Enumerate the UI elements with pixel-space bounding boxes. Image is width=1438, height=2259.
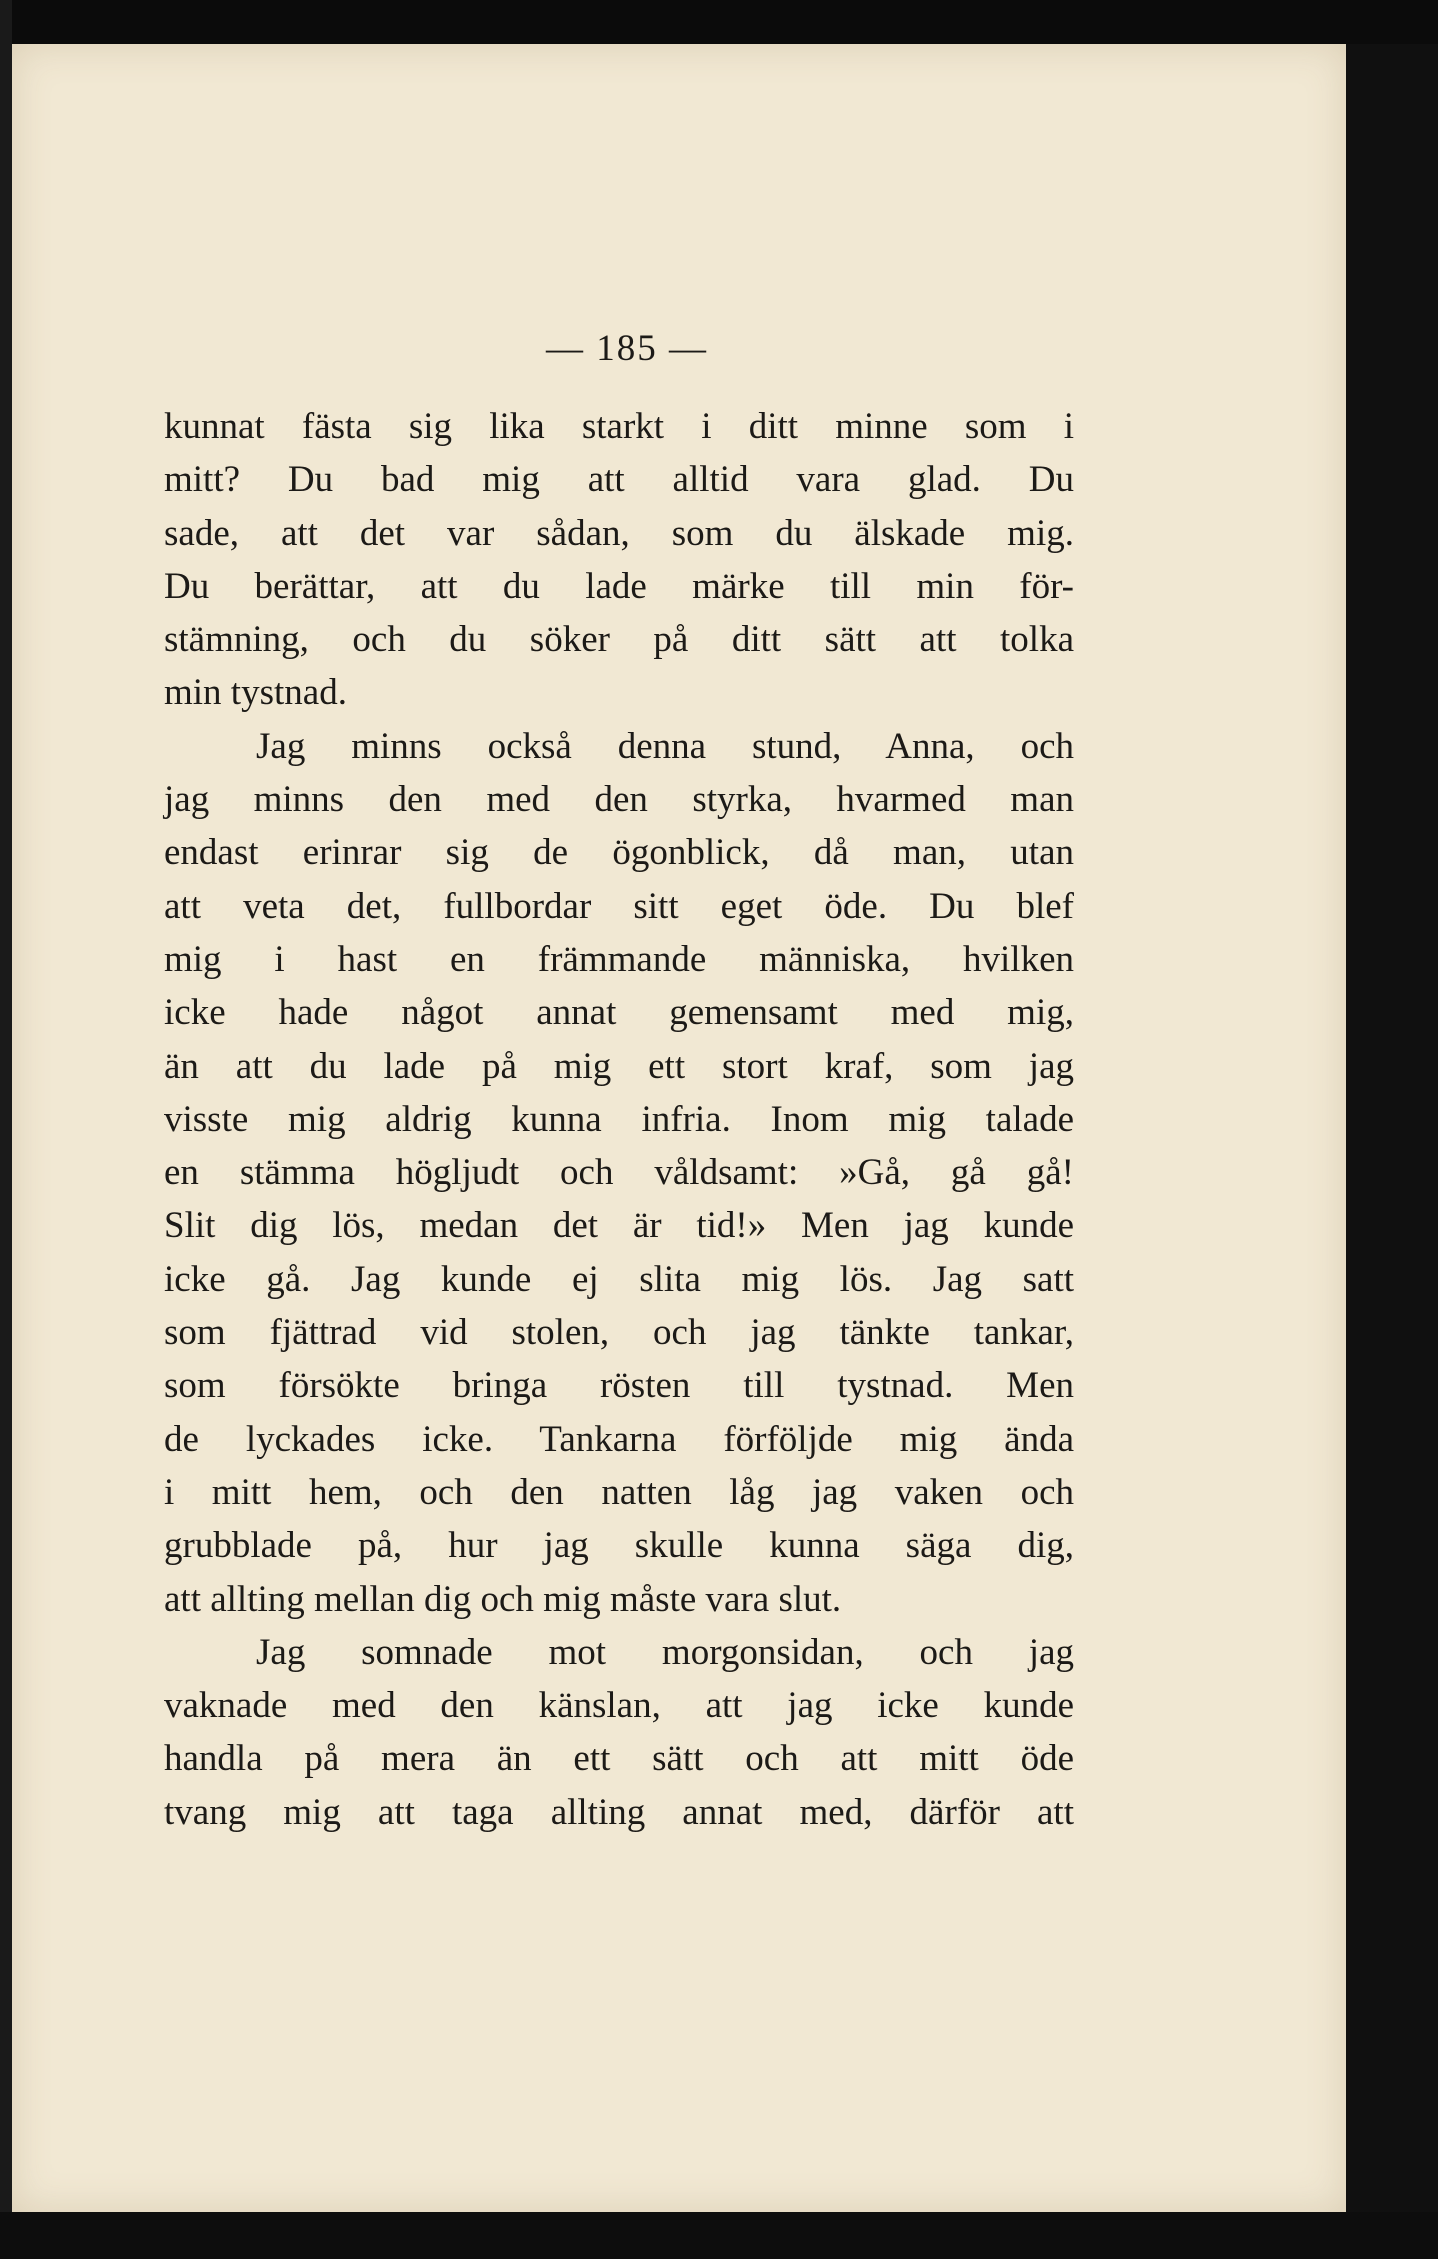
text-line: mig i hast en främmande människa, hvilken xyxy=(164,938,1074,980)
text-line: vaknade med den känslan, att jag icke kunde xyxy=(164,1685,1074,1727)
paragraph-start-line: Jag minns också denna stund, Anna, och xyxy=(256,725,1074,767)
text-line: handla på mera än ett sätt och att mitt öde xyxy=(164,1738,1074,1780)
paragraph-start-line: Jag somnade mot morgonsidan, och jag xyxy=(256,1631,1074,1673)
text-line: sade, att det var sådan, som du älskade mig. xyxy=(164,512,1074,554)
text-line: Du berättar, att du lade märke till min för- xyxy=(164,565,1074,607)
text-line: att veta det, fullbordar sitt eget öde. Du blef xyxy=(164,885,1074,927)
text-line: jag minns den med den styrka, hvarmed man xyxy=(164,779,1074,821)
scan-top-border xyxy=(0,0,1438,46)
text-line: grubblade på, hur jag skulle kunna säga dig, xyxy=(164,1525,1074,1567)
text-line: i mitt hem, och den natten låg jag vaken och xyxy=(164,1471,1074,1513)
text-line: att allting mellan dig och mig måste vara slut. xyxy=(164,1578,842,1620)
text-line: tvang mig att taga allting annat med, därför att xyxy=(164,1791,1074,1833)
text-line: som fjättrad vid stolen, och jag tänkte tankar, xyxy=(164,1312,1074,1354)
text-line: icke hade något annat gemensamt med mig, xyxy=(164,992,1074,1034)
text-line: min tystnad. xyxy=(164,672,347,714)
text-line: Slit dig lös, medan det är tid!» Men jag kunde xyxy=(164,1205,1074,1247)
scan-bottom-border xyxy=(0,2212,1438,2259)
text-line: visste mig aldrig kunna infria. Inom mig talade xyxy=(164,1098,1074,1140)
scan-left-border xyxy=(0,0,12,2259)
text-line: en stämma högljudt och våldsamt: »Gå, gå gå! xyxy=(164,1152,1074,1194)
text-line: mitt? Du bad mig att alltid vara glad. Du xyxy=(164,459,1074,501)
book-page xyxy=(12,44,1346,2212)
text-line: stämning, och du söker på ditt sätt att tolka xyxy=(164,619,1074,661)
text-line: som försökte bringa rösten till tystnad. Men xyxy=(164,1365,1074,1407)
text-line: kunnat fästa sig lika starkt i ditt minne som i xyxy=(164,406,1074,447)
body-text xyxy=(164,400,1074,1839)
text-line: icke gå. Jag kunde ej slita mig lös. Jag satt xyxy=(164,1258,1074,1300)
page-number: — 185 — xyxy=(546,328,708,369)
text-line: endast erinrar sig de ögonblick, då man, utan xyxy=(164,832,1074,874)
text-line: än att du lade på mig ett stort kraf, som jag xyxy=(164,1045,1074,1087)
text-line: de lyckades icke. Tankarna förföljde mig ända xyxy=(164,1418,1074,1460)
scan-right-border xyxy=(1346,44,1438,2212)
